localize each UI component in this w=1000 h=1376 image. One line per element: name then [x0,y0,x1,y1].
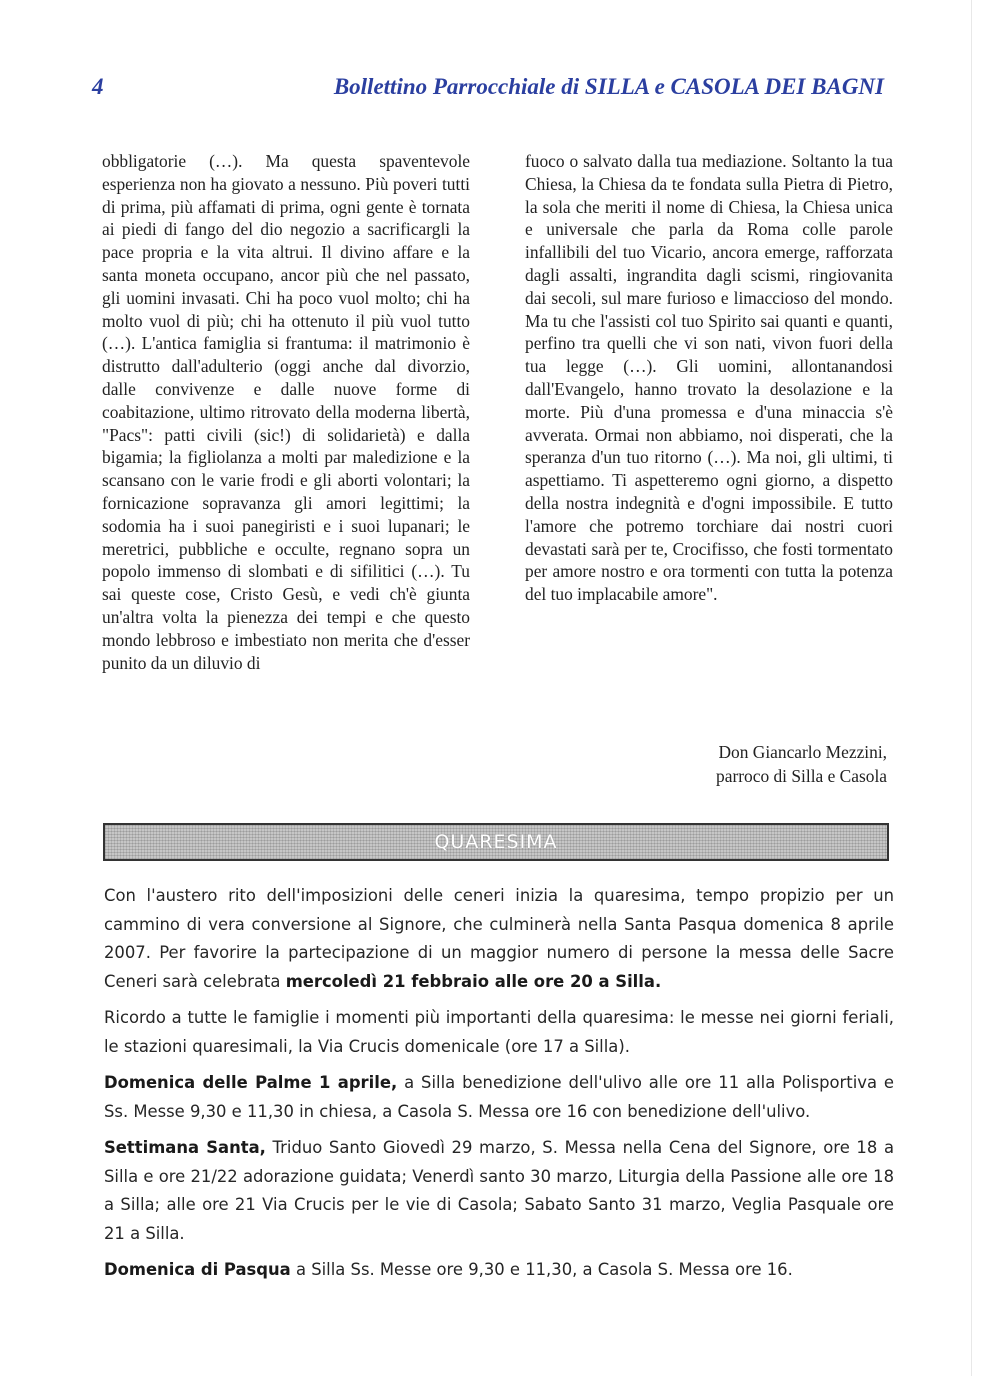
paragraph-pasqua-text: a Silla Ss. Messe ore 9,30 e 11,30, a Casola S. Messa ore 16. [290,1260,793,1279]
bulletin-title: Bollettino Parrocchiale di SILLA e CASOLA DEI BAGNI [333,74,884,99]
paragraph-palme [104,1069,894,1126]
page-header [92,70,892,110]
paragraph-settimana-santa [104,1134,894,1248]
paragraph-ceneri [104,882,894,996]
page-number: 4 [92,74,104,99]
paragraph-palme-heading: Domenica delle Palme 1 aprile, [104,1073,398,1092]
paragraph-settimana-santa-heading: Settimana Santa, [104,1138,266,1157]
quaresima-body [104,882,894,1293]
paragraph-ceneri-text: Con l'austero rito dell'imposizioni delle ceneri inizia la quaresima, tempo propizio per un cammino di vera conversione al Signore, che culminerà nella Santa Pasqua domenica 8 aprile 2007. Per favorire la partecipazione di un maggior numero di persone la messa delle Sacre Ceneri sarà celebrata [104,886,894,991]
paragraph-pasqua [104,1256,894,1285]
paragraph-reminder-text: Ricordo a tutte le famiglie i momenti più importanti della quaresima: le messe nei giorni feriali, le stazioni quaresimali, la Via Crucis domenicale (ore 17 a Silla). [104,1008,894,1056]
article-right-column: fuoco o salvato dalla tua mediazione. Soltanto la tua Chiesa, la Chiesa da te fondata sulla Pietra di Pietro, la sola che meriti il nome di Chiesa, la Chiesa unica e universale che parla da Roma colle parole infallibili del tuo Vicario, ancora emerge, rafforzata dagli assalti, ingrandita dagli scismi, ringiovanita dai secoli, sul mare furioso e limaccioso del mondo. Ma tu che l'assisti col tuo Spirito sai quanti e quanti, perfino tra quelli che vi son nati, vivon fuori della tua legge (…). Gli uomini, allontanandosi dall'Evangelo, hanno trovato la desolazione e la morte. Più d'una promessa e d'una minaccia s'è avverata. Ormai non abbiamo, noi disperati, che la speranza d'un tuo ritorno (…). Ma noi, gli ultimi, ti aspettiamo. Ti aspetteremo ogni giorno, a dispetto della nostra indegnità e d'ogni impossibile. E tutto l'amore che potremo torchiare dai nostri cuori devastati sarà per te, Crocifisso, che fosti tormentato per amore nostro e ora tormenti con tutta la potenza del tuo implacabile amore". [525,151,893,605]
paragraph-ceneri-highlight: mercoledì 21 febbraio alle ore 20 a Silla. [285,971,662,991]
signature-name: Don Giancarlo Mezzini, [718,742,887,762]
section-title: QUARESIMA [434,831,558,853]
section-header-bar [103,823,889,861]
paragraph-pasqua-heading: Domenica di Pasqua [104,1260,291,1279]
paragraph-palme-text: a Silla benedizione dell'ulivo alle ore 11 alla Polisportiva e Ss. Messe 9,30 e 11,30 in chiesa, a Casola S. Messa ore 16 con benedizione dell'ulivo. [104,1073,894,1121]
article-left-column: obbligatorie (…). Ma questa spaventevole esperienza non ha giovato a nessuno. Più poveri tutti di prima, più affamati di prima, ogni gente è tornata ai piedi di fango del dio negozio a sacrificargli la pace propria e la vita altrui. Il divino affare e la santa moneta occupano, ancor più che nel passato, gli uomini invasati. Chi ha poco vuol molto; chi ha molto vuol di più; chi ha ottenuto il più vuol tutto (…). L'antica famiglia si frantuma: il matrimonio è distrutto dall'adulterio (oggi anche dal divorzio, dalle convivenze e dalle nuove forme di coabitazione, ultimo ritrovato della moderna libertà, "Pacs": patti civili (sic!) di solidarietà) e dalla bigamia; la figliolanza a molti par maledizione e la scansano con le varie frodi e gli aborti volontari; la fornicazione sopravanza gli amori legittimi; la sodomia ha i suoi panegiristi e i suoi lupanari; le meretrici, pubbliche e occulte, regnano sopra un popolo immenso di slombati e di sifilitici (…). Tu sai queste cose, Cristo Gesù, e vedi ch'è giunta un'altra volta la pienezza dei tempi e che questo mondo lebbroso e imbestiato non merita che d'esser punito da un diluvio di [102,151,470,673]
paragraph-settimana-santa-text: Triduo Santo Giovedì 29 marzo, S. Messa nella Cena del Signore, ore 18 a Silla e ore 21/22 adorazione guidata; Venerdì santo 30 marzo, Liturgia della Passione alle ore 18 a Silla; alle ore 21 Via Crucis per le vie di Casola; Sabato Santo 31 marzo, Veglia Pasquale ore 21 a Silla. [104,1138,894,1243]
signature-role: parroco di Silla e Casola [716,766,887,786]
paragraph-reminder [104,1004,894,1061]
scan-edge-line [971,0,972,1376]
article-signature [560,740,887,788]
